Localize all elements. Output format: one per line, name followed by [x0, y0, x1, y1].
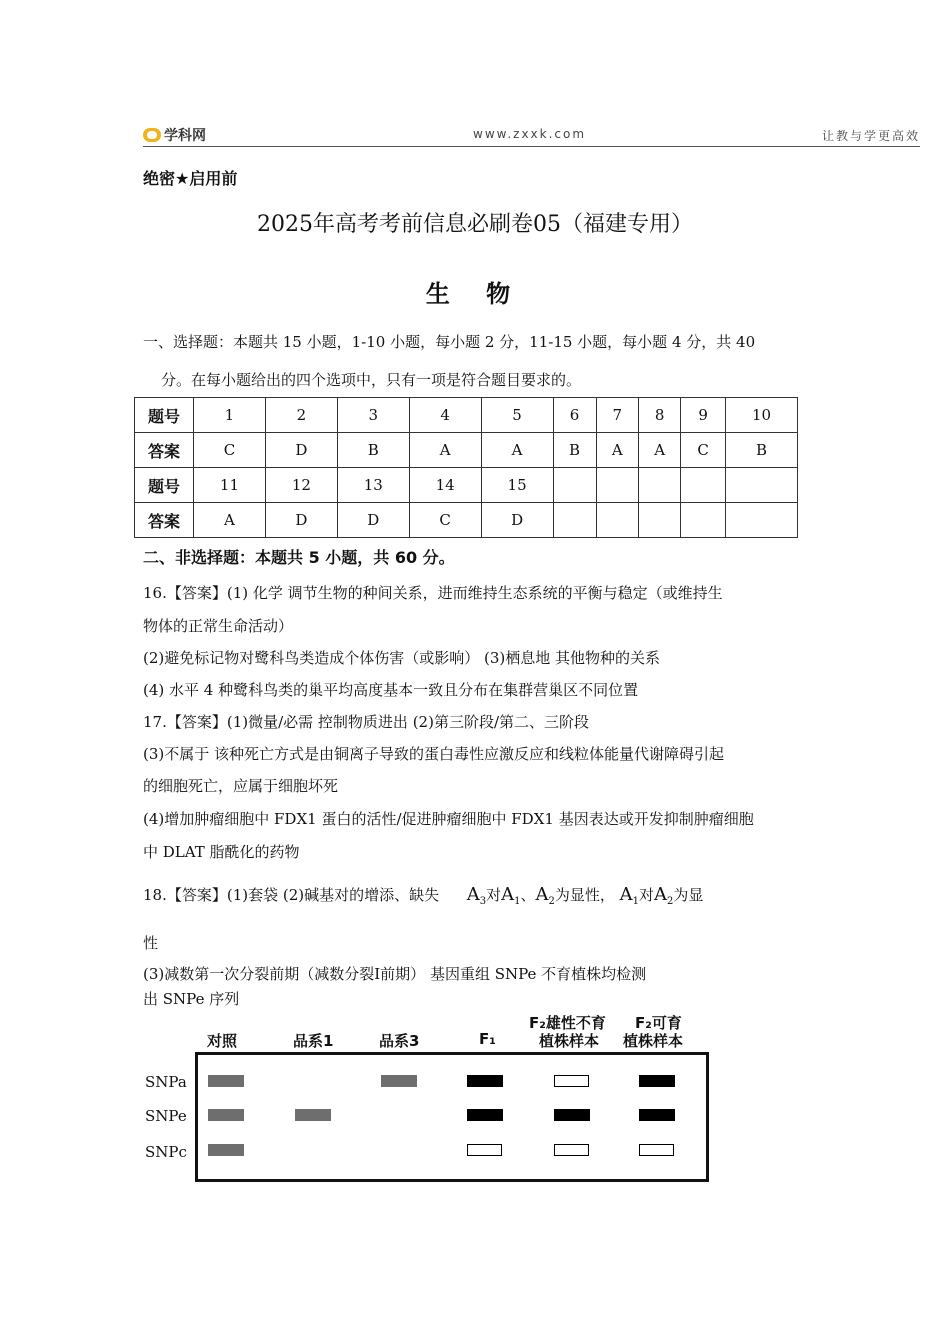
- band-open: [639, 1144, 674, 1156]
- q18-text: 为显性，: [554, 886, 615, 904]
- row-label: SNPe: [145, 1107, 187, 1125]
- q17-line3: 的细胞死亡，应属于细胞坏死: [143, 777, 339, 795]
- table-cell: A: [194, 503, 266, 538]
- table-cell: D: [337, 503, 409, 538]
- table-cell: 1: [194, 398, 266, 433]
- table-header-cell: 答案: [135, 433, 194, 468]
- band-grey: [208, 1075, 244, 1087]
- table-cell: 7: [596, 398, 638, 433]
- table-cell: [553, 468, 596, 503]
- page-header: [143, 124, 920, 146]
- table-cell: 8: [638, 398, 680, 433]
- table-cell: B: [337, 433, 409, 468]
- column-label: F₂可育: [635, 1014, 682, 1032]
- section1-line1: 一、选择题：本题共 15 小题，1-10 小题，每小题 2 分，11-15 小题，每小题 4 分，共 40: [143, 333, 756, 351]
- q16-line1: 16.【答案】(1) 化学 调节生物的种间关系，进而维持生态系统的平衡与稳定（或维持生: [143, 584, 723, 602]
- q18-line4: 出 SNPe 序列: [143, 990, 240, 1008]
- q16-line4: (4) 水平 4 种鹭科鸟类的巢平均高度基本一致且分布在集群营巢区不同位置: [143, 681, 639, 699]
- table-cell: B: [553, 433, 596, 468]
- table-cell: 9: [681, 398, 726, 433]
- band-grey: [208, 1109, 244, 1121]
- table-cell: 13: [337, 468, 409, 503]
- allele-subscript: 1: [632, 896, 640, 907]
- table-cell: 10: [726, 398, 798, 433]
- table-cell: [726, 503, 798, 538]
- table-cell: [638, 503, 680, 538]
- table-cell: D: [481, 503, 553, 538]
- band-grey: [295, 1109, 331, 1121]
- table-cell: [726, 468, 798, 503]
- q18-line3: (3)减数第一次分裂前期（减数分裂Ⅰ前期） 基因重组 SNPe 不育植株均检测: [143, 965, 647, 983]
- band-black: [639, 1109, 675, 1121]
- table-cell: A: [596, 433, 638, 468]
- subject-title: 生 物: [425, 279, 525, 308]
- allele-symbol: A: [619, 884, 633, 905]
- table-row: [135, 433, 798, 468]
- allele-subscript: 1: [514, 896, 521, 907]
- band-black: [554, 1109, 590, 1121]
- column-label: 品系3: [379, 1032, 420, 1050]
- q18-text: 对: [639, 886, 655, 904]
- band-open: [467, 1144, 502, 1156]
- q17-line2: (3)不属于 该种死亡方式是由铜离子导致的蛋白毒性应激反应和线粒体能量代谢障碍引起: [143, 745, 725, 763]
- logo: [143, 125, 206, 145]
- q18-text: 对: [486, 886, 502, 904]
- table-header-cell: 答案: [135, 503, 194, 538]
- page-title: 2025年高考考前信息必刷卷05（福建专用）: [257, 212, 693, 237]
- table-cell: 5: [481, 398, 553, 433]
- table-header-cell: 题号: [135, 398, 194, 433]
- band-black: [639, 1075, 675, 1087]
- table-cell: C: [409, 503, 481, 538]
- table-cell: A: [638, 433, 680, 468]
- figure-frame: [195, 1052, 709, 1182]
- table-header-cell: 题号: [135, 468, 194, 503]
- table-cell: C: [681, 433, 726, 468]
- column-label: 对照: [207, 1032, 238, 1050]
- table-cell: 2: [265, 398, 337, 433]
- header-divider: [143, 146, 920, 147]
- slogan: 让教与学更高效: [821, 129, 920, 143]
- table-cell: D: [265, 503, 337, 538]
- table-cell: [596, 468, 638, 503]
- table-cell: 14: [409, 468, 481, 503]
- site-url: www.zxxk.com: [473, 127, 587, 141]
- allele-subscript: 2: [667, 896, 674, 907]
- table-cell: C: [194, 433, 266, 468]
- column-label: F₂雄性不育: [529, 1014, 606, 1032]
- table-cell: D: [265, 433, 337, 468]
- table-cell: A: [409, 433, 481, 468]
- band-grey: [208, 1144, 244, 1156]
- q18-text: 为显: [673, 886, 704, 904]
- table-row: [135, 503, 798, 538]
- section2-heading: 二、非选择题：本题共 5 小题，共 60 分。: [143, 548, 455, 567]
- allele-subscript: 3: [479, 896, 487, 907]
- q16-line3: (2)避免标记物对鹭科鸟类造成个体伤害（或影响） (3)栖息地 其他物种的关系: [143, 649, 661, 667]
- table-cell: 6: [553, 398, 596, 433]
- table-cell: [553, 503, 596, 538]
- table-cell: [681, 468, 726, 503]
- allele-symbol: A: [466, 884, 480, 905]
- table-cell: 12: [265, 468, 337, 503]
- allele-symbol: A: [501, 884, 515, 905]
- table-cell: 11: [194, 468, 266, 503]
- logo-icon: [143, 128, 161, 142]
- table-cell: [596, 503, 638, 538]
- table-cell: [681, 503, 726, 538]
- column-label: 植株样本: [623, 1032, 684, 1050]
- column-label: 品系1: [293, 1032, 334, 1050]
- logo-text: 学科网: [164, 128, 206, 144]
- table-cell: B: [726, 433, 798, 468]
- q17-line1: 17.【答案】(1)微量/必需 控制物质进出 (2)第三阶段/第二、三阶段: [143, 713, 589, 731]
- column-label: 植株样本: [539, 1032, 600, 1050]
- q18-line1: [143, 884, 703, 907]
- secret-label: 绝密★启用前: [143, 169, 238, 188]
- table-cell: 3: [337, 398, 409, 433]
- column-label: F₁: [479, 1030, 496, 1048]
- q18-line2: 性: [143, 934, 159, 952]
- allele-subscript: 2: [548, 896, 555, 907]
- band-open: [554, 1075, 589, 1087]
- row-label: SNPc: [145, 1143, 187, 1161]
- table-cell: A: [481, 433, 553, 468]
- q18-prefix: 18.【答案】(1)套袋 (2)碱基对的增添、缺失: [143, 886, 440, 904]
- table-row: [135, 398, 798, 433]
- allele-symbol: A: [654, 884, 668, 905]
- row-label: SNPa: [145, 1073, 187, 1091]
- band-black: [467, 1075, 503, 1087]
- band-grey: [381, 1075, 417, 1087]
- table-cell: 15: [481, 468, 553, 503]
- q17-line4: (4)增加肿瘤细胞中 FDX1 蛋白的活性/促进肿瘤细胞中 FDX1 基因表达或开发抑制肿瘤细胞: [143, 810, 754, 828]
- table-cell: 4: [409, 398, 481, 433]
- table-cell: [638, 468, 680, 503]
- q18-text: 、: [520, 886, 536, 904]
- allele-symbol: A: [535, 884, 549, 905]
- answer-table: [134, 397, 798, 538]
- table-row: [135, 468, 798, 503]
- band-open: [554, 1144, 589, 1156]
- section1-line2: 分。在每小题给出的四个选项中，只有一项是符合题目要求的。: [161, 371, 582, 389]
- snp-figure: [145, 1010, 715, 1185]
- q17-line5: 中 DLAT 脂酰化的药物: [143, 843, 300, 861]
- band-black: [467, 1109, 503, 1121]
- q16-line2: 物体的正常生命活动）: [143, 617, 294, 635]
